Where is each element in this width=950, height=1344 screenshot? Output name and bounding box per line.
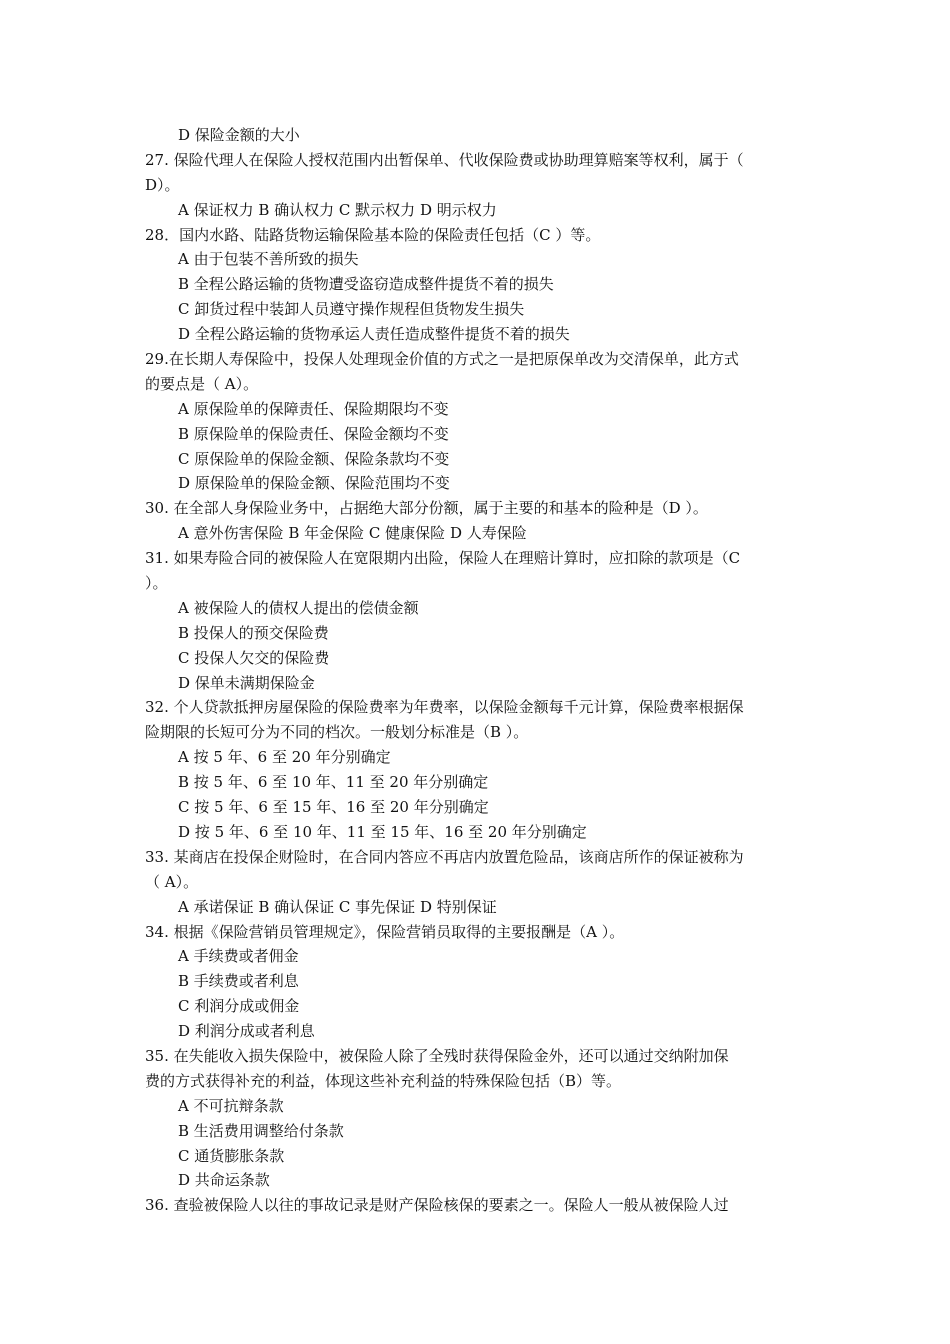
option-line: D 原保险单的保险金额、保险范围均不变 [178, 474, 450, 493]
option-line: A 原保险单的保障责任、保险期限均不变 [178, 399, 449, 418]
option-line: A 手续费或者佣金 [178, 947, 299, 966]
question-line: 34. 根据《保险营销员管理规定》，保险营销员取得的主要报酬是（A ）。 [145, 922, 625, 941]
option-line: B 投保人的预交保险费 [178, 623, 329, 642]
option-line: B 按 5 年、6 至 10 年、11 至 20 年分别确定 [178, 773, 489, 792]
option-line: A 保证权力 B 确认权力 C 默示权力 D 明示权力 [178, 200, 497, 219]
question-line: 35. 在失能收入损失保险中，被保险人除了全残时获得保险金外，还可以通过交纳附加保 [145, 1046, 729, 1065]
question-line: 的要点是（ A）。 [145, 374, 259, 393]
option-line: D 利润分成或者利息 [178, 1022, 315, 1041]
option-line: B 手续费或者利息 [178, 972, 299, 991]
question-line: 费的方式获得补充的利益，体现这些补充利益的特殊保险包括（B）等。 [145, 1071, 622, 1090]
question-line: 27. 保险代理人在保险人授权范围内出暂保单、代收保险费或协助理算赔案等权利，属于（ [145, 150, 744, 169]
question-line: 31. 如果寿险合同的被保险人在宽限期内出险，保险人在理赔计算时，应扣除的款项是（C [145, 549, 741, 568]
option-line: C 卸货过程中装卸人员遵守操作规程但货物发生损失 [178, 300, 525, 319]
option-line: A 由于包装不善所致的损失 [178, 250, 359, 269]
question-line: 28．国内水路、陆路货物运输保险基本险的保险责任包括（C ）等。 [145, 225, 601, 244]
option-line: A 意外伤害保险 B 年金保险 C 健康保险 D 人寿保险 [178, 524, 527, 543]
option-line: D 按 5 年、6 至 10 年、11 至 15 年、16 至 20 年分别确定 [178, 822, 587, 841]
question-line: 33. 某商店在投保企财险时，在合同内答应不再店内放置危险品，该商店所作的保证被称为 [145, 847, 744, 866]
question-line: 29.在长期人寿保险中，投保人处理现金价值的方式之一是把原保单改为交清保单，此方式 [145, 350, 739, 369]
option-line: C 通货膨胀条款 [178, 1146, 285, 1165]
question-line: 30. 在全部人身保险业务中，占据绝大部分份额，属于主要的和基本的险种是（D ）。 [145, 499, 708, 518]
option-line: B 全程公路运输的货物遭受盗窃造成整件提货不着的损失 [178, 275, 554, 294]
question-line: （ A）。 [145, 872, 199, 891]
option-line: C 原保险单的保险金额、保险条款均不变 [178, 449, 450, 468]
option-line: D 保单未满期保险金 [178, 673, 315, 692]
option-line: A 按 5 年、6 至 20 年分别确定 [178, 748, 391, 767]
option-line: B 生活费用调整给付条款 [178, 1121, 344, 1140]
question-line: 32. 个人贷款抵押房屋保险的保险费率为年费率，以保险金额每千元计算，保险费率根据保 [145, 698, 744, 717]
option-line: B 原保险单的保险责任、保险金额均不变 [178, 424, 449, 443]
option-line: C 投保人欠交的保险费 [178, 648, 330, 667]
question-line: ）。 [145, 574, 168, 593]
question-line: D）。 [145, 175, 180, 194]
option-line: A 被保险人的债权人提出的偿债金额 [178, 598, 419, 617]
option-line: D 共命运条款 [178, 1171, 270, 1190]
question-line: 险期限的长短可分为不同的档次。一般划分标准是（B ）。 [145, 723, 529, 742]
option-line: A 承诺保证 B 确认保证 C 事先保证 D 特别保证 [178, 897, 497, 916]
option-line: D 全程公路运输的货物承运人责任造成整件提货不着的损失 [178, 325, 570, 344]
option-line: D 保险金额的大小 [178, 126, 300, 144]
question-line: 36. 查验被保险人以往的事故记录是财产保险核保的要素之一。保险人一般从被保险人过 [145, 1196, 729, 1215]
document-body [145, 123, 807, 1218]
option-line: A 不可抗辩条款 [178, 1096, 284, 1115]
option-line: C 按 5 年、6 至 15 年、16 至 20 年分别确定 [178, 798, 489, 817]
option-line: C 利润分成或佣金 [178, 997, 300, 1016]
